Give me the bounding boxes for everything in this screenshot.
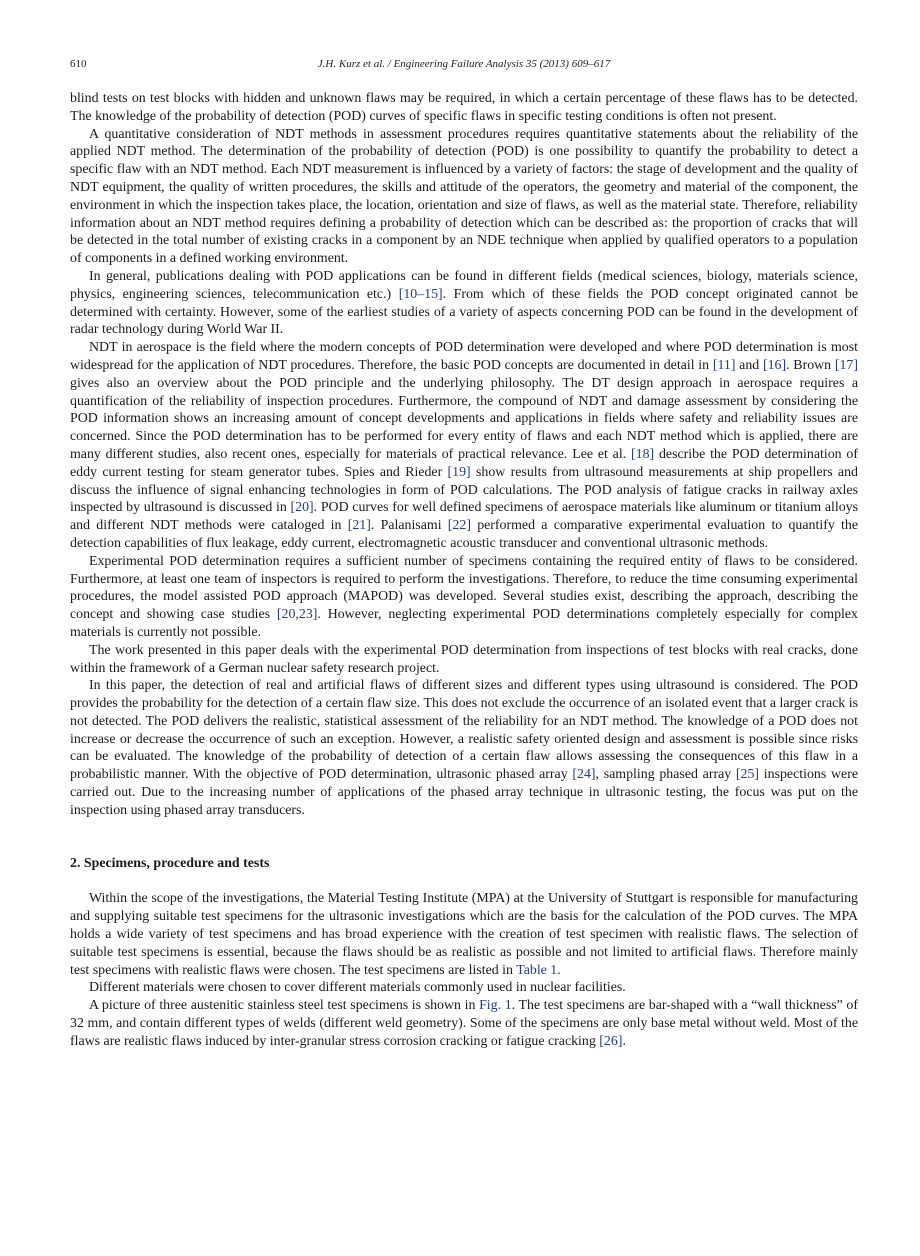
section-1-body (70, 90, 858, 820)
reference-link[interactable]: [24] (572, 767, 596, 783)
page-header (70, 56, 858, 74)
reference-link[interactable]: [26] (599, 1033, 623, 1049)
reference-link[interactable]: [20,23] (276, 607, 318, 623)
paragraph-experimental-pod: Experimental POD determination requires a sufficient number of specimens containing the required entity of flaws to be considered. Furthermore, at least one team of inspectors is required to perform the investigations. Therefore, to reduce the time consuming experimental procedures, the model assisted POD approach (MAPOD) was developed. Several studies exist, describing the approach, describing the concept and showing case studies [20,23]. However, neglecting experimental POD determinations completely especially for complex materials is currently not possible. (70, 553, 858, 640)
reference-link[interactable]: [21] (347, 518, 371, 534)
paragraph-pod-applications: In general, publications dealing with POD applications can be found in different fields (medical sciences, biology, materials science, physics, engineering sciences, telecommunication etc.) [10–15]. From which of these fields the POD concept originated cannot be determined with certainty. However, some of the earliest studies of a variety of aspects concerning POD can be found in the development of radar technology during World War II. (70, 268, 859, 338)
reference-link[interactable]: [19] (447, 464, 471, 480)
reference-link[interactable]: [17] (834, 357, 858, 373)
paragraph-work-presented: The work presented in this paper deals with the experimental POD determination from inspections of test blocks with real cracks, done within the framework of a German nuclear safety research project. (70, 642, 858, 676)
reference-link[interactable]: [18] (631, 446, 655, 462)
paragraph-this-paper: In this paper, the detection of real and artificial flaws of different sizes and different types using ultrasound is considered. The POD provides the probability for the detection of a certain flaw size. This does not exclude the occurrence of an isolated event that a larger crack is not detected. The POD delivers the realistic, statistical assessment of the reliability for an NDT method. The knowledge of a POD does not increase or decrease the occurrence of such an exception. However, a realistic safety oriented design and assessment is possible since risks can be evaluated. The knowledge of the probability of detection of a certain flaw allows assessing the consequences of this flaw in a probabilistic manner. With the objective of POD determination, ultrasonic phased array [24], sampling phased array [25] inspections were carried out. Due to the increasing number of applications of the phased array technique in ultrasonic testing, the focus was put on the inspection using phased array transducers. (70, 678, 858, 818)
reference-link[interactable]: [22] (447, 518, 471, 534)
paragraph-continued: blind tests on test blocks with hidden and unknown flaws may be required, in which a certain percentage of these flaws has to be detected. The knowledge of the probability of detection (POD) curves of specific flaws in specific testing conditions is often not present. (70, 91, 858, 124)
reference-link[interactable]: [10–15] (398, 286, 443, 302)
reference-link[interactable]: [20] (290, 500, 314, 516)
figure-link[interactable]: Fig. 1 (479, 998, 512, 1014)
paragraph-ndt-quantitative: A quantitative consideration of NDT methods in assessment procedures requires quantitative statements about the reliability of the applied NDT method. The determination of the probability of detection (POD) is one possibility to quantify the probability to detect a specific flaw with an NDT method. Each NDT measurement is influenced by a variety of factors: the stage of development and the quality of NDT equipment, the quality of written procedures, the skills and attitude of the operators, the geometry and material of the component, the environment in which the inspection takes place, the location, orientation and size of flaws, as well as the material state. Therefore, reliability information about an NDT method requires defining a probability of detection which can be described as: the proportion of cracks that will be detected in the total number of existing cracks in a component by an NDE technique when applied by qualified operators to a population of components in a defined working environment. (70, 126, 858, 267)
paragraph-mpa: Within the scope of the investigations, the Material Testing Institute (MPA) at the University of Stuttgart is responsible for manufacturing and supplying suitable test specimens for the ultrasonic investigations which are the basis for the calculation of the POD curves. The MPA holds a wide variety of test specimens and has broad experience with the creation of test specimen with realistic flaws. The selection of suitable test specimens is essential, because the flaws should be as realistic as possible and not limited to artificial flaws. Therefore mainly test specimens with realistic flaws were chosen. The test specimens are listed in Table 1. (70, 891, 858, 978)
reference-link[interactable]: [25] (735, 767, 760, 783)
table-link[interactable]: Table 1 (516, 962, 558, 978)
paragraph-materials: Different materials were chosen to cover different materials commonly used in nuclear facilities. (89, 980, 626, 996)
section-2-body (70, 890, 858, 1050)
section-heading: 2. Specimens, procedure and tests (70, 855, 270, 871)
paragraph-aerospace: NDT in aerospace is the field where the modern concepts of POD determination were developed and where POD determination is most widespread for the application of NDT procedures. Therefore, the basic POD concepts are documented in detail in [11] and [16]. Brown [17] gives also an overview about the POD principle and the underlying philosophy. The DT design approach in aerospace requires a quantification of the reliability of inspection procedures. Furthermore, the compound of NDT and damage assessment by considering the POD information shows an increasing amount of concept developments and applications in fields where safety and reliability issues are concerned. Since the POD determination has to be performed for every entity of flaws and each NDT method which is applied, there are many different studies, also recent ones, especially for materials of practical relevance. Lee et al. [18] describe the POD determination of eddy current testing for steam generator tubes. Spies and Rieder [19] show results from ultrasound measurements at ship propellers and discuss the influence of signal enhancing technologies in form of POD calculations. The POD analysis of fatigue cracks in railway axles inspected by ultrasound is discussed in [20]. POD curves for well defined specimens of aerospace materials like aluminum or titanium alloys and different NDT methods were cataloged in [21]. Palanisami [22] performed a comparative experimental evaluation to quantify the detection capabilities of flux leakage, eddy current, electromagnetic acoustic transducer and conventional ultrasonic methods. (70, 340, 858, 551)
paragraph-specimens-picture: A picture of three austenitic stainless steel test specimens is shown in Fig. 1. The test specimens are bar-shaped with a “wall thickness” of 32 mm, and contain different types of welds (different weld geometry). Some of the specimens are only base metal without weld. Most of the flaws are realistic flaws induced by inter-granular stress corrosion cracking or fatigue cracking [26]. (70, 998, 859, 1049)
running-title: J.H. Kurz et al. / Engineering Failure Analysis 35 (2013) 609–617 (317, 58, 611, 70)
article-page (70, 56, 858, 1051)
reference-link[interactable]: [16] (762, 357, 787, 373)
reference-link[interactable]: [11] (712, 357, 736, 373)
page-number: 610 (70, 58, 87, 70)
